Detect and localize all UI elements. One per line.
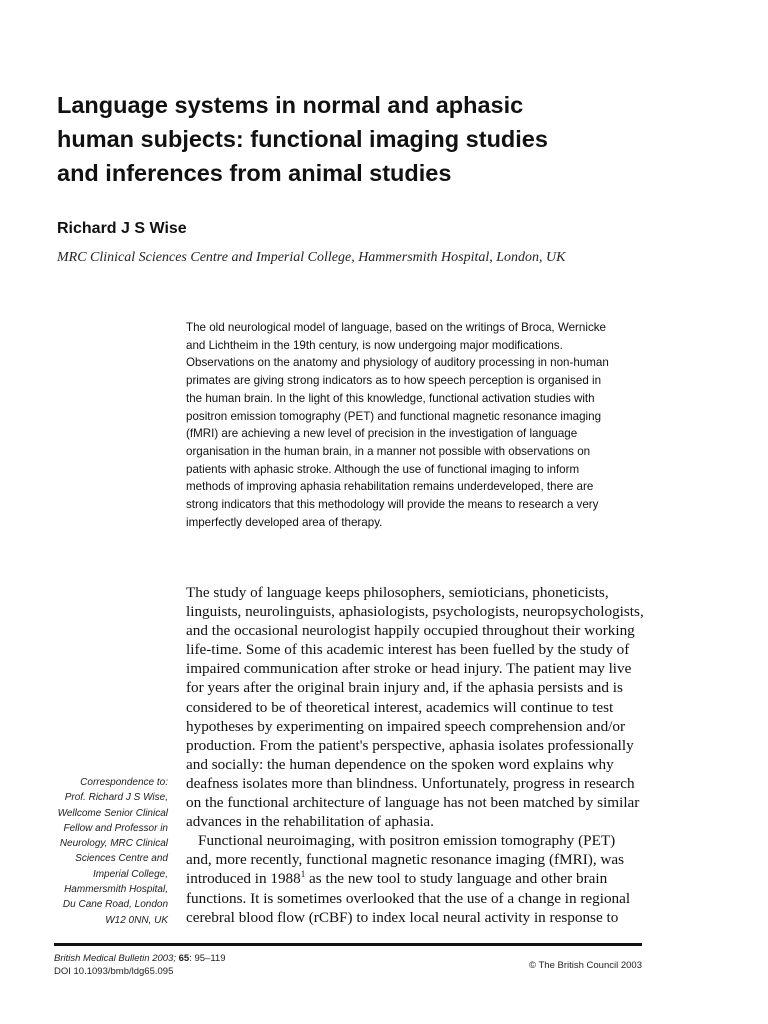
body-line: linguists, neurolinguists, aphasiologists, psychologists, neuropsychologists, xyxy=(186,603,644,621)
journal-volume: 65 xyxy=(178,953,190,964)
body-line-segment: as the new tool to study language and other brain xyxy=(305,870,608,888)
correspondence-line: Wellcome Senior Clinical xyxy=(57,807,168,819)
body-line: and socially: the human dependence on the spoken word explains why xyxy=(186,755,614,773)
body-line: functions. It is sometimes overlooked that the use of a change in regional xyxy=(186,889,631,907)
body-line: deafness isolates more than blindness. Unfortunately, progress in research xyxy=(186,774,635,792)
correspondence-line: Fellow and Professor in xyxy=(63,822,168,834)
body-line: cerebral blood flow (rCBF) to index local neural activity in response to xyxy=(186,908,619,926)
correspondence-line: Sciences Centre and xyxy=(75,853,168,865)
body-line: impaired communication after stroke or head injury. The patient may live xyxy=(186,660,632,678)
title-line: and inferences from animal studies xyxy=(57,160,452,186)
title-line: human subjects: functional imaging studies xyxy=(57,126,548,152)
journal-name: British Medical Bulletin 2003; xyxy=(54,953,179,964)
correspondence-line: W12 0NN, UK xyxy=(105,914,168,926)
abstract-line: methods of improving aphasia rehabilitation remains underdeveloped, there are xyxy=(186,480,594,494)
body-line: advances in the rehabilitation of aphasia. xyxy=(186,813,434,831)
title-line: Language systems in normal and aphasic xyxy=(57,92,524,118)
journal-citation xyxy=(54,953,225,966)
correspondence-note xyxy=(8,775,168,928)
abstract-line: The old neurological model of language, based on the writings of Broca, Wernicke xyxy=(186,321,606,334)
citation-reference[interactable]: 1 xyxy=(300,869,306,880)
body-line: considered to be of theoretical interest, academics will continue to test xyxy=(186,698,614,716)
correspondence-line: Prof. Richard J S Wise, xyxy=(64,792,168,804)
correspondence-line: Hammersmith Hospital, xyxy=(64,884,168,896)
correspondence-line: Du Cane Road, London xyxy=(62,899,168,911)
correspondence-line: Correspondence to: xyxy=(80,777,168,788)
body-line-segment: introduced in 1988 xyxy=(186,870,301,888)
abstract-line: the human brain. In the light of this knowledge, functional activation studies with xyxy=(186,391,595,405)
abstract-line: positron emission tomography (PET) and functional magnetic resonance imaging xyxy=(186,409,602,423)
copyright-notice: © The British Council 2003 xyxy=(529,960,642,971)
footer-citation xyxy=(54,953,225,978)
body-line: for years after the original brain injury and, if the aphasia persists and is xyxy=(186,679,623,697)
body-line: life-time. Some of this academic interest has been fuelled by the study of xyxy=(186,641,630,659)
body-line: The study of language keeps philosophers, semioticians, phoneticists, xyxy=(186,584,609,601)
body-line: and, more recently, functional magnetic resonance imaging (fMRI), was xyxy=(186,851,625,869)
author-affiliation: MRC Clinical Sciences Centre and Imperial College, Hammersmith Hospital, London, UK xyxy=(57,250,566,265)
body-line: hypotheses by experimenting on impaired speech comprehension and/or xyxy=(186,717,626,735)
body-text xyxy=(186,583,642,927)
abstract-line: organisation in the human brain, in a manner not possible with observations on xyxy=(186,444,591,458)
article-title xyxy=(57,88,697,190)
abstract-line: imperfectly developed area of therapy. xyxy=(186,515,383,529)
body-line: production. From the patient's perspective, aphasia isolates professionally xyxy=(186,736,634,754)
abstract-line: primates are giving strong indicators as to how speech perception is organised in xyxy=(186,374,602,388)
body-line: and the occasional neurologist happily occupied throughout their working xyxy=(186,622,635,640)
abstract-line: strong indicators that this methodology will provide the means to research a very xyxy=(186,498,599,512)
author-name: Richard J S Wise xyxy=(57,220,187,237)
body-line xyxy=(186,869,642,888)
abstract-line: and Lichtheim in the 19th century, is now undergoing major modifications. xyxy=(186,338,563,352)
journal-pages: : 95–119 xyxy=(189,953,226,964)
body-line: Functional neuroimaging, with positron emission tomography (PET) xyxy=(198,832,616,850)
correspondence-line: Neurology, MRC Clinical xyxy=(59,838,168,850)
body-line: on the functional architecture of language has not been matched by similar xyxy=(186,794,640,812)
abstract-line: patients with aphasic stroke. Although the use of functional imaging to inform xyxy=(186,462,580,476)
abstract-line: Observations on the anatomy and physiology of auditory processing in non-human xyxy=(186,356,609,370)
abstract-line: (fMRI) are achieving a new level of precision in the investigation of language xyxy=(186,427,578,441)
footer-divider xyxy=(54,943,642,946)
abstract xyxy=(186,319,646,531)
correspondence-line: Imperial College, xyxy=(92,868,168,880)
doi-text[interactable]: DOI 10.1093/bmb/ldg65.095 xyxy=(54,965,174,977)
